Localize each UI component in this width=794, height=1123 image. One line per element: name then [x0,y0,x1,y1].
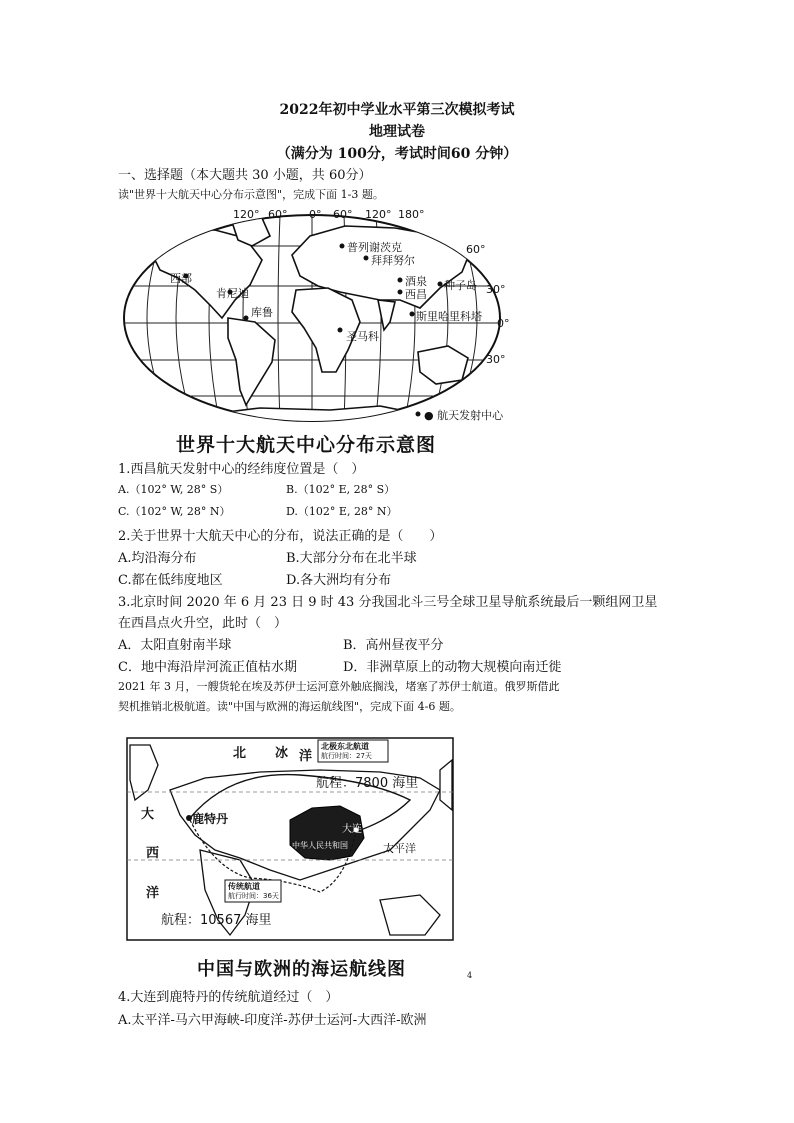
ocean-label-ice: 冰 [275,746,289,761]
atlantic-label-2: 西 [146,846,160,861]
q3-option-a: A．太阳直射南半球 [118,638,232,653]
route-box-time: 航行时间：27天 [321,752,372,760]
place-label: 西昌 [405,288,427,301]
q3-option-c: C．地中海沿岸河流正值枯水期 [118,660,297,675]
lon-label: 60° [268,208,288,221]
place-label: 普列谢茨克 [347,241,402,254]
place-label: 种子岛 [444,279,477,292]
trad-box-title: 传统航道 [228,882,260,891]
q1-option-a: A.（102° W, 28° S） [118,483,229,496]
lon-label: 120° [365,208,392,221]
lat-label: 0° [497,317,510,330]
section-intro: 读"世界十大航天中心分布示意图"，完成下面 1-3 题。 [118,188,384,201]
section-heading: 一、选择题（本大题共 30 小题，共 60分） [118,168,372,183]
exam-title: 2022年初中学业水平第三次模拟考试 [279,102,515,118]
atlantic-label-1: 大 [141,807,155,822]
lon-label: 0° [309,208,322,221]
china-label: 中华人民共和国 [292,841,348,850]
lat-label: 60° [466,243,486,256]
lat-label: 30° [486,353,506,366]
place-label: 圣马科 [346,330,379,343]
ocean-label-north: 北 [233,746,247,761]
map-legend: ● 航天发射中心 [424,409,504,422]
route-north-distance: 航程：7800 海里 [316,776,419,791]
place-label: 酒泉 [405,275,427,288]
question-3-stem-cont: 在西昌点火升空，此时（ ） [118,616,288,631]
lon-label: 60° [333,208,353,221]
trad-box-time: 航行时间：36天 [228,892,279,900]
ocean-label-ocean: 洋 [299,749,313,764]
exam-subject: 地理试卷 [369,124,425,140]
exam-note: （满分为 100分，考试时间60 分钟） [276,146,518,162]
q2-option-a: A.均沿海分布 [118,551,197,566]
lat-label: 30° [486,283,506,296]
atlantic-label-3: 洋 [146,886,160,901]
q1-option-b: B.（102° E, 28° S） [286,483,396,496]
lon-label: 180° [398,208,425,221]
route-box-title: 北极东北航道 [321,742,369,751]
q3-option-d: D．非洲草原上的动物大规模向南迁徙 [343,660,562,675]
question-3-stem: 3.北京时间 2020 年 6 月 23 日 9 时 43 分我国北斗三号全球卫星导航系统最后一颗组网卫星 [118,595,658,610]
dalian-label: 大连 [342,824,362,835]
map2-caption: 中国与欧洲的海运航线图 [197,959,406,980]
place-label: 斯里哈里科塔 [416,310,482,323]
q3-option-b: B．高州昼夜平分 [343,638,444,653]
map1-caption: 世界十大航天中心分布示意图 [176,434,437,456]
page-mark: 4 [467,971,473,980]
route-trad-distance: 航程：10567 海里 [161,913,272,928]
place-label: 肯尼迪 [216,287,249,300]
passage-line-1: 2021 年 3 月，一艘货轮在埃及苏伊士运河意外触底搁浅，堵塞了苏伊士航道。俄罗斯借此 [118,680,560,693]
q1-option-c: C.（102° W, 28° N） [118,505,231,518]
rotterdam-label: 鹿特丹 [192,812,229,826]
question-2-stem: 2.关于世界十大航天中心的分布，说法正确的是（ ） [118,529,443,544]
lon-label: 120° [233,208,260,221]
q2-option-d: D.各大洲均有分布 [286,573,392,588]
place-label: 库鲁 [251,306,273,319]
pacific-label: 太平洋 [383,842,416,855]
q2-option-b: B.大部分分布在北半球 [286,551,417,566]
q1-option-d: D.（102° E, 28° N） [286,505,398,518]
q2-option-c: C.都在低纬度地区 [118,573,223,588]
place-label: 西部 [170,272,192,285]
passage-line-2: 契机推销北极航道。读"中国与欧洲的海运航线图"，完成下面 4-6 题。 [118,700,461,713]
question-1-stem: 1.西昌航天发射中心的经纬度位置是（ ） [118,462,365,477]
place-label: 拜拜努尔 [371,254,415,267]
question-4-stem: 4.大连到鹿特丹的传统航道经过（ ） [118,990,339,1005]
q4-option-a: A.太平洋-马六甲海峡-印度洋-苏伊士运河-大西洋-欧洲 [118,1013,427,1028]
